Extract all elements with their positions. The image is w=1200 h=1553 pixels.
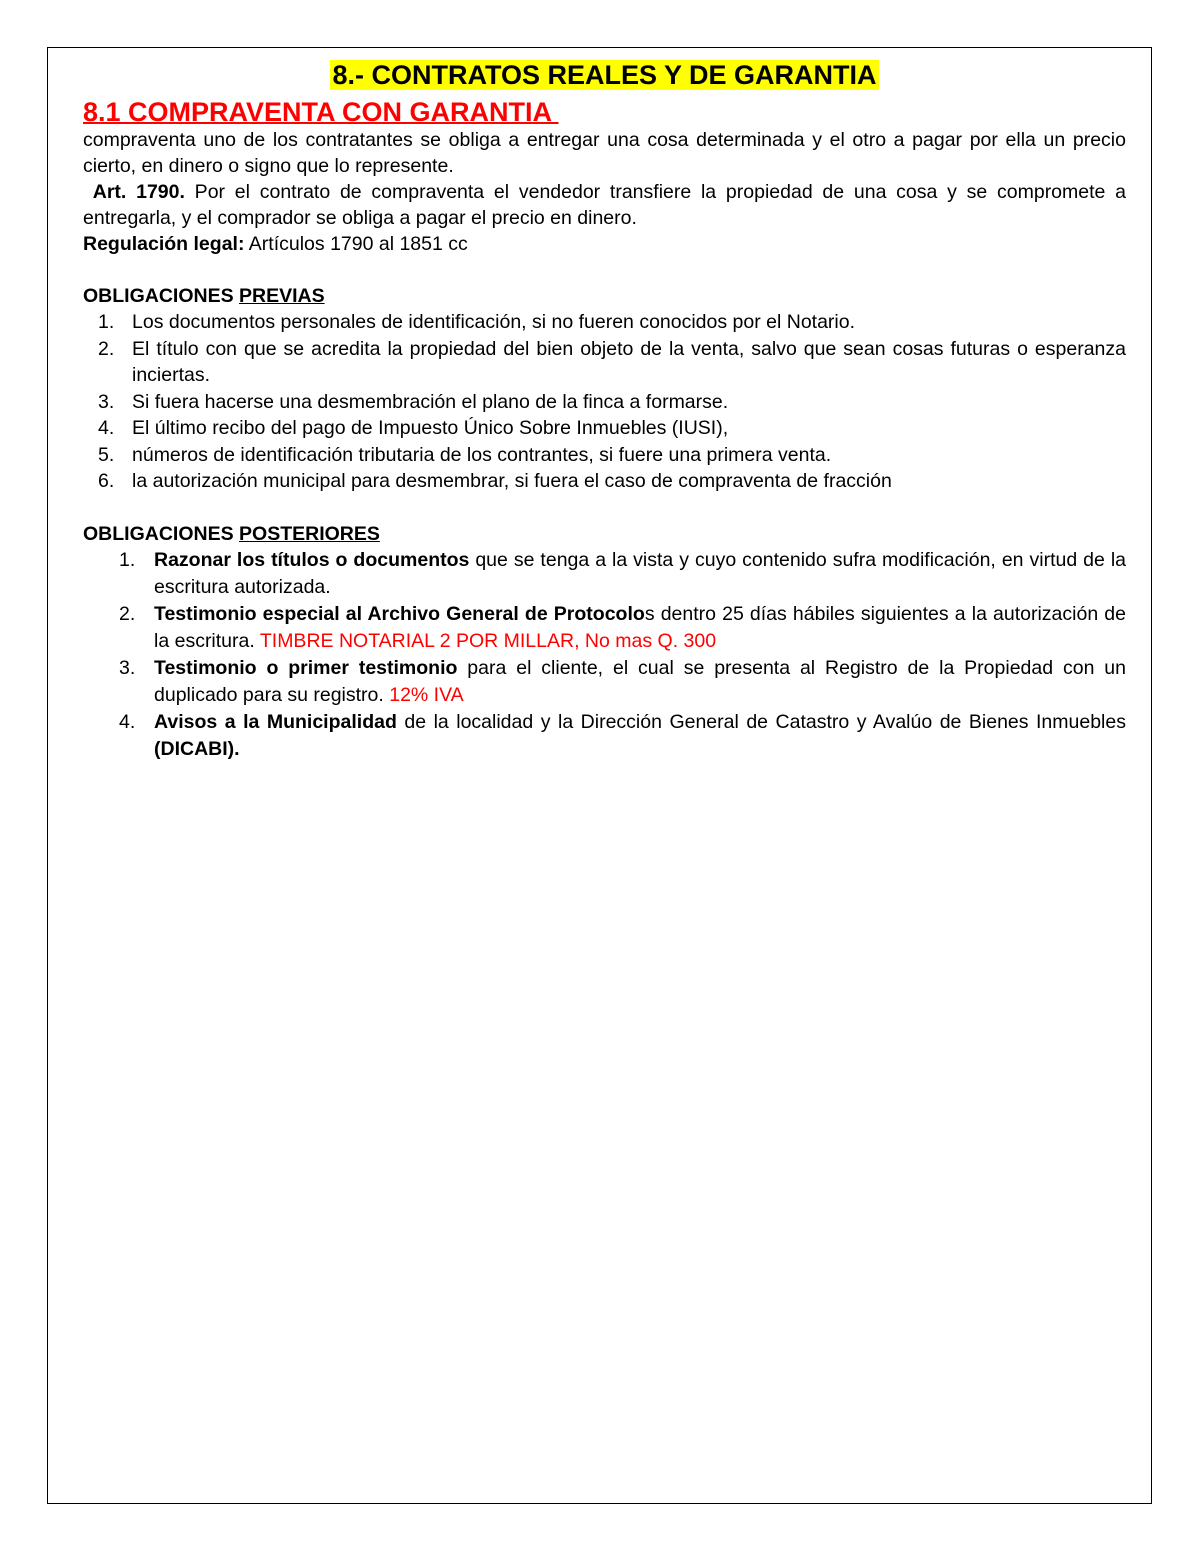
list-item: 6. la autorización municipal para desmembrar, si fuera el caso de compraventa de fracción [98, 470, 892, 492]
posteriores-heading-underlined: POSTERIORES [239, 522, 380, 545]
iva-note: 12% IVA [389, 683, 464, 706]
list-item: 2. El título con que se acredita la propiedad del bien objeto de la venta, salvo que sean cosas futuras o esperanza inciertas. [98, 337, 1126, 386]
spacer [83, 257, 1126, 283]
posteriores-heading: OBLIGACIONES POSTERIORES [83, 522, 380, 545]
regulation-label: Regulación legal: [83, 233, 245, 255]
list-item: 3. Testimonio o primer testimonio para el cliente, el cual se presenta al Registro de la Propiedad con un duplicado para su registro. 12% IVA [119, 656, 1126, 706]
regulation-paragraph [83, 231, 1126, 257]
spacer [83, 495, 1126, 521]
list-item: 5. números de identificación tributaria de los contrantes, si fuere una primera venta. [98, 443, 832, 466]
chapter-title: 8.- CONTRATOS REALES Y DE GARANTIA [332, 60, 877, 90]
regulation-text: Artículos 1790 al 1851 cc [244, 233, 468, 255]
previas-heading: OBLIGACIONES PREVIAS [83, 285, 325, 307]
previas-heading-underlined: PREVIAS [239, 285, 325, 307]
previas-list [83, 309, 1126, 495]
chapter-title-wrap [83, 58, 1126, 97]
article-label: Art. 1790. [92, 181, 185, 203]
list-item: 2. Testimonio especial al Archivo General de Protocolos dentro 25 días hábiles siguientes a la autorización de la escritura. TIMBRE NOTARIAL 2 POR MILLAR, No mas Q. 300 [119, 602, 1126, 652]
article-text: Por el contrato de compraventa el vendedor transfiere la propiedad de una cosa y se compromete a entregarla, y el comprador se obliga a pagar el precio en dinero. [83, 181, 1126, 229]
list-item: 1. Razonar los títulos o documentos que se tenga a la vista y cuyo contenido sufra modificación, en virtud de la escritura autorizada. [119, 548, 1126, 598]
posteriores-list [83, 547, 1126, 763]
document-body [83, 58, 1126, 763]
section-title: 8.1 COMPRAVENTA CON GARANTIA [83, 97, 559, 127]
list-item: 4. Avisos a la Municipalidad de la localidad y la Dirección General de Catastro y Avalúo de Bienes Inmuebles (DICABI). [119, 710, 1126, 760]
list-item: 3. Si fuera hacerse una desmembración el plano de la finca a formarse. [98, 390, 729, 413]
intro-paragraph: compraventa uno de los contratantes se obliga a entregar una cosa determinada y el otro a pagar por ella un precio cierto, en dinero o signo que lo represente. [83, 129, 1126, 177]
stamp-tax-note: TIMBRE NOTARIAL 2 POR MILLAR, No mas Q. 300 [259, 629, 717, 652]
list-item: 1. Los documentos personales de identificación, si no fueren conocidos por el Notario. [98, 311, 856, 333]
article-paragraph [83, 179, 1126, 231]
list-item: 4. El último recibo del pago de Impuesto Único Sobre Inmuebles (IUSI), [98, 417, 729, 439]
